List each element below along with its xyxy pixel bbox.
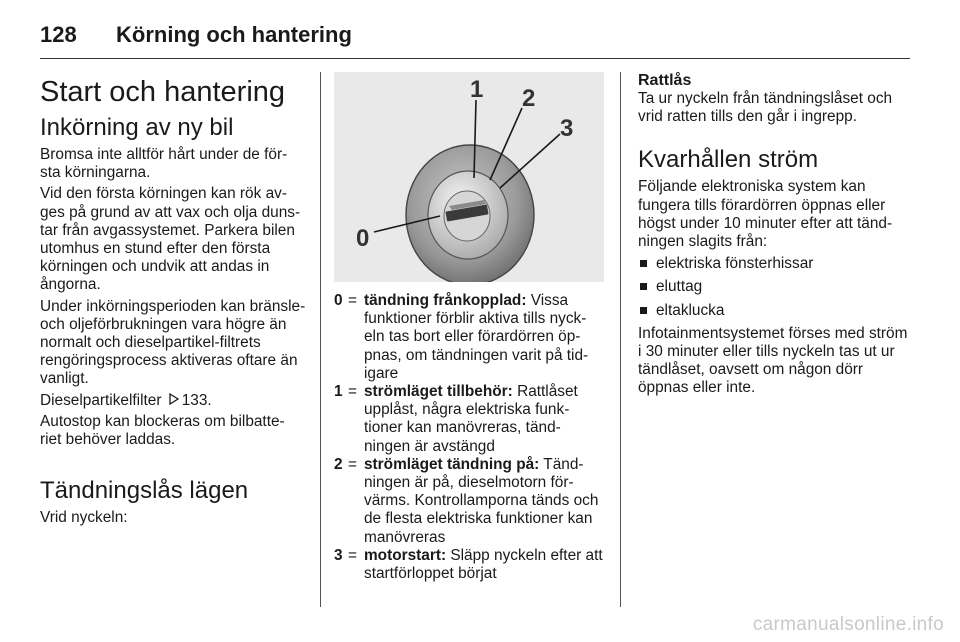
- page-header: [40, 12, 910, 59]
- definition-text: Vissa funktioner förblir aktiva tills nyck-eln tas bort eller förardörren öp-pnas, om tändningen varit på tid-igare: [364, 292, 589, 382]
- list-item: [638, 278, 908, 296]
- ignition-lock-figure: [334, 72, 604, 282]
- definition-number: 2: [334, 455, 343, 473]
- list-item: [638, 302, 908, 320]
- definition-body: [364, 383, 606, 456]
- column-middle: [334, 72, 606, 583]
- definition-text: Tänd-ningen är på, dieselmotorn för-värms. Kontrollamporna tänds och de flesta elektriska funktioner kan manövreras: [364, 455, 599, 546]
- label-2: 2: [522, 85, 536, 112]
- definition-text: Rattlåset upplåst, några elektriska funk-tioner kan manövreras, tänd-ningen är avstängd: [364, 383, 578, 455]
- subsection-title-ignition: Tändningslås lägen: [40, 477, 249, 505]
- label-0: 0: [356, 225, 370, 252]
- chapter-title: Körning och hantering: [116, 22, 352, 47]
- definition-number: 3: [334, 546, 343, 564]
- definition-equals: =: [348, 292, 357, 309]
- subsection-title-steering-lock: Rattlås: [638, 72, 692, 89]
- section-title: Start och hantering: [40, 76, 286, 108]
- bullet-square-icon: [640, 307, 647, 314]
- paragraph: Infotainmentsystemet förses med ström i 30 minuter eller tills nyckeln tas ut ur tändlåset, oavsett om någon dörr öppnas eller inte.: [638, 324, 908, 397]
- list-item-text: eluttag: [656, 278, 703, 296]
- bullet-square-icon: [640, 283, 647, 290]
- definition-text: Släpp nyckeln efter att startförloppet börjat: [364, 546, 603, 583]
- definition-term: strömläget tillbehör:: [364, 383, 513, 401]
- definition-term: motorstart:: [364, 546, 447, 564]
- list-item-text: eltaklucka: [656, 301, 725, 319]
- paragraph: Följande elektroniska system kan fungera tills förardörren öppnas eller högst under 10 minuter efter att tänd-ningen slagits från:: [638, 178, 893, 251]
- definition-body: [364, 456, 606, 547]
- definition-equals: =: [348, 383, 357, 401]
- paragraph: Vid den första körningen kan rök av-ges på grund av att vax och olja duns-tar från avgassystemet. Parkera bilen utomhus en stund efter den första körningen och undvik att andas in ångorna.: [40, 185, 301, 294]
- xref-text: Dieselpartikelfilter: [40, 391, 162, 409]
- label-1: 1: [470, 76, 484, 103]
- column-divider: [320, 72, 321, 607]
- arrow-ref-icon[interactable]: [169, 392, 179, 410]
- xref-page[interactable]: 133.: [181, 391, 212, 409]
- paragraph: Ta ur nyckeln från tändningslåset och vrid ratten tills den går i ingrepp.: [638, 90, 893, 126]
- paragraph: Autostop kan blockeras om bilbatte-riet behöver laddas.: [40, 412, 285, 449]
- bullet-square-icon: [640, 260, 647, 267]
- list-item-text: elektriska fönsterhissar: [656, 255, 814, 273]
- list-item: [638, 255, 908, 273]
- definition-number: 0: [334, 292, 343, 309]
- definition-equals: =: [348, 546, 357, 564]
- paragraph: Vrid nyckeln:: [40, 509, 128, 527]
- definition-body: [364, 547, 606, 583]
- cross-reference: [40, 392, 306, 410]
- page-number: 128: [40, 22, 77, 47]
- definition-term: tändning frånkopplad:: [364, 292, 527, 309]
- column-right: [638, 72, 908, 401]
- definition-item: [334, 383, 606, 456]
- label-3: 3: [560, 115, 574, 142]
- definition-body: [364, 292, 606, 383]
- subsection-title-retained-power: Kvarhållen ström: [638, 146, 819, 174]
- ignition-lock-illustration: [334, 72, 604, 282]
- bullet-list: [638, 255, 908, 320]
- paragraph: Bromsa inte alltför hårt under de för-sta körningarna.: [40, 146, 288, 182]
- position-definitions: [334, 292, 606, 583]
- column-divider: [620, 72, 621, 607]
- definition-term: strömläget tändning på:: [364, 455, 540, 473]
- watermark: carmanualsonline.info: [752, 614, 944, 635]
- paragraph: Under inkörningsperioden kan bränsle- och oljeförbrukningen vara högre än normalt och dieselpartikel-filtrets rengöringsprocess aktiveras oftare än vanligt.: [40, 297, 306, 388]
- column-left: [40, 72, 306, 530]
- subsection-title-breakin: Inkörning av ny bil: [40, 114, 234, 141]
- definition-item: [334, 456, 606, 547]
- definition-equals: =: [348, 455, 357, 473]
- definition-item: [334, 292, 606, 383]
- definition-number: 1: [334, 383, 343, 401]
- definition-item: [334, 547, 606, 583]
